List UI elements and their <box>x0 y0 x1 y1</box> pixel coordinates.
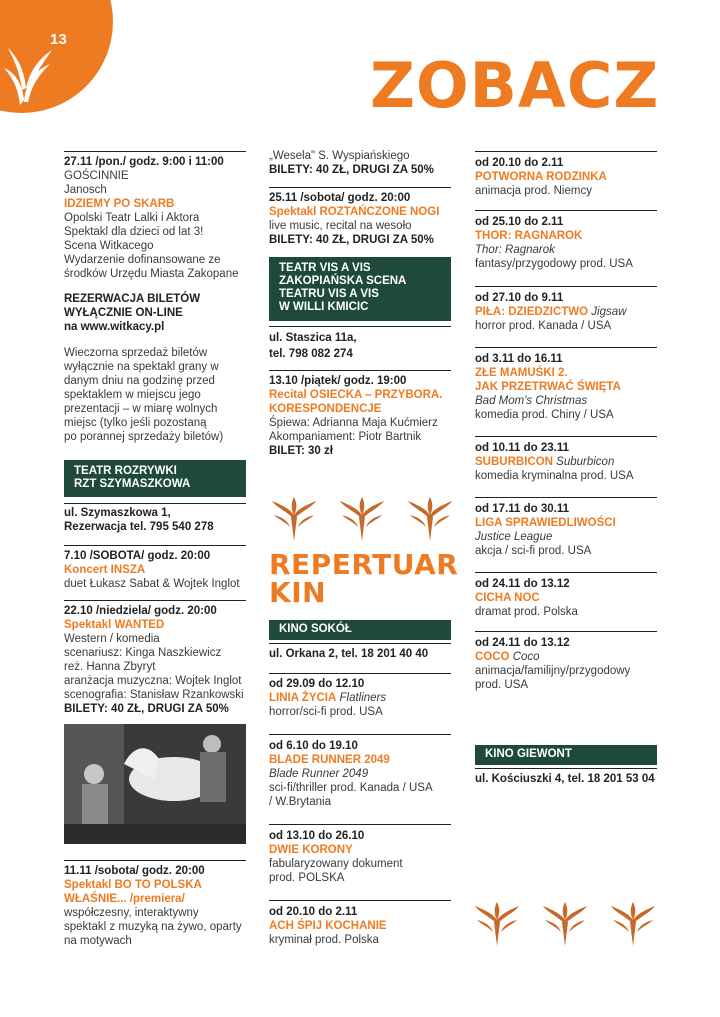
venue-box-line: TEATRU VIS A VIS <box>279 288 379 300</box>
venue-address-line: tel. 798 082 274 <box>269 348 353 360</box>
venue-address-line: Rezerwacja tel. 795 540 278 <box>64 521 214 533</box>
photo-image <box>64 724 246 844</box>
cinema-box-giewont: KINO GIEWONT <box>475 745 657 765</box>
reservation-info <box>64 292 246 334</box>
event-date: 7.10 /SOBOTA/ godz. 20:00 <box>64 550 211 562</box>
cinema-address <box>475 772 657 786</box>
film-desc: akcja / sci-fi prod. USA <box>475 545 592 557</box>
event-tickets: BILETY: 40 ZŁ, DRUGI ZA 50% <box>269 234 434 246</box>
film-original-title: Thor: Ragnarok <box>475 244 555 256</box>
event-date: 13.10 /piątek/ godz. 19:00 <box>269 375 407 387</box>
event-desc: spektakl z muzyką na żywo, oparty <box>64 921 242 933</box>
cinema-address <box>269 647 451 661</box>
venue-address-line: ul. Staszica 11a, <box>269 332 357 344</box>
film-original-title: Jigsaw <box>591 306 627 318</box>
event-desc: na motywach <box>64 935 132 947</box>
film-dates: od 13.10 do 26.10 <box>269 830 365 842</box>
event-name: WŁAŚNIE... /premiera/ <box>64 893 185 905</box>
event-desc: live music, recital na wesoło <box>269 220 412 232</box>
film-dates: od 3.11 do 16.11 <box>475 353 563 365</box>
event-osiecka <box>269 374 451 458</box>
film-dates: od 25.10 do 2.11 <box>475 216 564 228</box>
film-item <box>269 905 451 947</box>
event-tickets: BILETY: 40 ZŁ, DRUGI ZA 50% <box>269 164 434 176</box>
film-title: LINIA ŻYCIA <box>269 692 337 704</box>
event-name: Spektakl BO TO POLSKA <box>64 879 202 891</box>
photo-illustration <box>64 724 246 844</box>
page-title: ZOBACZ <box>370 49 660 122</box>
event-name: Spektakl WANTED <box>64 619 165 631</box>
film-original-title: Justice League <box>475 531 553 543</box>
event-desc: duet Łukasz Sabat & Wojtek Inglot <box>64 578 240 590</box>
film-desc: / W.Brytania <box>269 796 331 808</box>
event-desc: Western / komedia <box>64 633 160 645</box>
event-date: 27.11 /pon./ godz. 9:00 i 11:00 <box>64 156 224 168</box>
film-original-title: Blade Runner 2049 <box>269 768 369 780</box>
film-dates: od 20.10 do 2.11 <box>475 157 564 169</box>
event-line: Janosch <box>64 184 107 196</box>
film-desc: komedia prod. Chiny / USA <box>475 409 614 421</box>
film-item <box>475 636 657 692</box>
film-item <box>475 502 657 558</box>
event-bo-to-polska <box>64 864 246 948</box>
film-dates: od 20.10 do 2.11 <box>269 906 358 918</box>
film-desc: prod. USA <box>475 679 529 691</box>
film-dates: od 10.11 do 23.11 <box>475 442 569 454</box>
event-name: Spektakl ROZTAŃCZONE NOGI <box>269 206 440 218</box>
heading-line: KIN <box>269 576 327 609</box>
venue-address <box>269 331 451 361</box>
event-insza <box>64 549 246 591</box>
wesele-continuation <box>269 149 451 177</box>
event-wanted <box>64 604 246 716</box>
film-dates: od 17.11 do 30.11 <box>475 503 569 515</box>
event-desc: Opolski Teatr Lalki i Aktora <box>64 212 200 224</box>
film-title: JAK PRZETRWAĆ ŚWIĘTA <box>475 381 621 393</box>
sale-line: Wieczorna sprzedaż biletów <box>64 347 208 359</box>
venue-box-line: W WILLI KMICIC <box>279 301 369 313</box>
film-title: CICHA NOC <box>475 592 540 604</box>
wheat-ornament-icon <box>272 497 452 543</box>
event-desc: środków Urzędu Miasta Zakopane <box>64 268 239 280</box>
film-item <box>475 577 657 619</box>
film-original-title: Coco <box>512 651 540 663</box>
film-dates: od 24.11 do 13.12 <box>475 637 570 649</box>
event-line: GOŚCINNIE <box>64 170 129 182</box>
cinema-address-line: ul. Orkana 2, tel. 18 201 40 40 <box>269 648 429 660</box>
film-original-title: Bad Mom's Christmas <box>475 395 588 407</box>
film-desc: horror prod. Kanada / USA <box>475 320 612 332</box>
venue-box-rzt <box>64 460 246 497</box>
event-desc: współczesny, interaktywny <box>64 907 199 919</box>
film-desc: komedia kryminalna prod. USA <box>475 470 634 482</box>
film-dates: od 27.10 do 9.11 <box>475 292 564 304</box>
film-desc: horror/sci-fi prod. USA <box>269 706 383 718</box>
film-title: DWIE KORONY <box>269 844 353 856</box>
film-original-title: Flatliners <box>339 692 387 704</box>
cinema-box-sokol: KINO SOKÓŁ <box>269 620 451 640</box>
venue-box-vis-a-vis <box>269 257 451 321</box>
film-title: LIGA SPRAWIEDLIWOŚCI <box>475 517 616 529</box>
venue-address <box>64 506 246 534</box>
event-desc: Wydarzenie dofinansowane ze <box>64 254 221 266</box>
film-item <box>269 829 451 885</box>
event-name: IDZIEMY PO SKARB <box>64 198 175 210</box>
event-desc: aranżacja muzyczna: Wojtek Inglot <box>64 675 242 687</box>
film-desc: dramat prod. Polska <box>475 606 578 618</box>
reservation-line: REZERWACJA BILETÓW <box>64 293 201 305</box>
event-tickets: BILETY: 40 ZŁ, DRUGI ZA 50% <box>64 703 229 715</box>
film-dates: od 6.10 do 19.10 <box>269 740 358 752</box>
event-tickets: BILET: 30 zł <box>269 445 333 457</box>
film-item <box>269 739 451 809</box>
film-title: POTWORNA RODZINKA <box>475 171 607 183</box>
venue-box-line: TEATR ROZRYWKI <box>74 465 177 477</box>
event-desc: „Wesela" S. Wyspiańskiego <box>269 150 410 162</box>
page-number: 13 <box>50 31 67 48</box>
sale-line: spektaklem w miejscu jego <box>64 389 201 401</box>
film-dates: od 24.11 do 13.12 <box>475 578 570 590</box>
film-title: THOR: RAGNAROK <box>475 230 583 242</box>
event-desc: scenariusz: Kinga Naszkiewicz <box>64 647 222 659</box>
film-title: PIŁA: DZIEDZICTWO <box>475 306 589 318</box>
sale-line: po porannej sprzedaży biletów) <box>64 431 224 443</box>
venue-box-line: RZT SZYMASZKOWA <box>74 478 191 490</box>
event-desc: scenografia: Stanisław Rzankowski <box>64 689 244 701</box>
venue-address-line: ul. Szymaszkowa 1, <box>64 507 171 519</box>
film-item <box>475 291 657 333</box>
sale-line: prezentacji – w miarę wolnych <box>64 403 218 415</box>
film-original-title: Suburbicon <box>556 456 615 468</box>
film-desc: animacja prod. Niemcy <box>475 185 592 197</box>
event-gościnnie <box>64 155 246 281</box>
event-name: Koncert INSZA <box>64 564 146 576</box>
film-title: COCO <box>475 651 510 663</box>
event-desc: reż. Hanna Zbyryt <box>64 661 156 673</box>
film-item <box>475 156 657 198</box>
reservation-line: WYŁĄCZNIE ON-LINE <box>64 307 183 319</box>
film-desc: sci-fi/thriller prod. Kanada / USA <box>269 782 433 794</box>
film-title: BLADE RUNNER 2049 <box>269 754 390 766</box>
film-dates: od 29.09 do 12.10 <box>269 678 365 690</box>
reservation-link[interactable]: na www.witkacy.pl <box>64 321 165 333</box>
event-desc: Spektakl dla dzieci od lat 3! <box>64 226 204 238</box>
film-item <box>475 215 657 271</box>
event-date: 11.11 /sobota/ godz. 20:00 <box>64 865 205 877</box>
film-item <box>475 441 657 483</box>
venue-box-line: ZAKOPIAŃSKA SCENA <box>279 275 407 287</box>
film-item <box>475 352 657 422</box>
event-desc: Scena Witkacego <box>64 240 154 252</box>
film-desc: fabularyzowany dokument <box>269 858 403 870</box>
film-desc: animacja/familijny/przygodowy <box>475 665 631 677</box>
repertuar-kin-heading <box>269 548 459 609</box>
sale-line: wyłącznie na spektakl grany w <box>64 361 219 373</box>
film-item <box>269 677 451 719</box>
event-roztanczone-nogi <box>269 191 451 247</box>
event-desc: Śpiewa: Adrianna Maja Kućmierz <box>269 417 438 429</box>
film-desc: prod. POLSKA <box>269 872 345 884</box>
event-name: Recital OSIECKA – PRZYBORA. <box>269 389 443 401</box>
heading-line: REPERTUAR <box>269 548 459 581</box>
film-desc: fantasy/przygodowy prod. USA <box>475 258 633 270</box>
wheat-ornament-icon <box>475 902 655 948</box>
event-desc: Akompaniament: Piotr Bartnik <box>269 431 422 443</box>
event-date: 22.10 /niedziela/ godz. 20:00 <box>64 605 217 617</box>
event-name: KORESPONDENCJE <box>269 403 382 415</box>
film-title: ACH ŚPIJ KOCHANIE <box>269 920 387 932</box>
cinema-address-line: ul. Kościuszki 4, tel. 18 201 53 04 <box>475 773 655 785</box>
sale-line: miejsc (tylko jeśli pozostaną <box>64 417 207 429</box>
film-title: ZŁE MAMUŚKI 2. <box>475 367 568 379</box>
film-title: SUBURBICON <box>475 456 553 468</box>
sale-line: danym dniu na godzinę przed <box>64 375 215 387</box>
venue-box-line: TEATR VIS A VIS <box>279 262 371 274</box>
event-date: 25.11 /sobota/ godz. 20:00 <box>269 192 411 204</box>
film-desc: kryminał prod. Polska <box>269 934 379 946</box>
sale-info <box>64 346 246 444</box>
